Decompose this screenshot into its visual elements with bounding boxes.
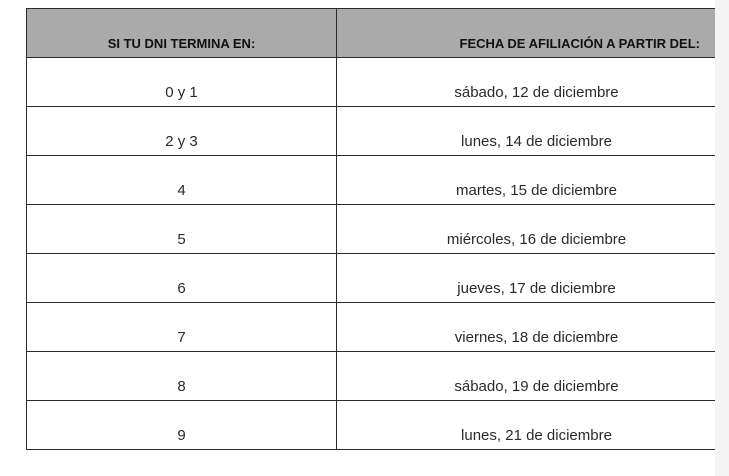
table-row	[27, 205, 717, 254]
dni-cell: 7	[27, 303, 337, 352]
dni-cell: 9	[27, 401, 337, 450]
affiliation-schedule-table	[26, 8, 717, 450]
table-row	[27, 352, 717, 401]
dni-cell: 8	[27, 352, 337, 401]
header-fecha: FECHA DE AFILIACIÓN A PARTIR DEL:	[337, 9, 717, 58]
fecha-cell: sábado, 19 de diciembre	[337, 352, 717, 401]
fecha-cell: lunes, 14 de diciembre	[337, 107, 717, 156]
dni-cell: 4	[27, 156, 337, 205]
dni-cell: 2 y 3	[27, 107, 337, 156]
fecha-cell: martes, 15 de diciembre	[337, 156, 717, 205]
header-dni: SI TU DNI TERMINA EN:	[27, 9, 337, 58]
table-row	[27, 303, 717, 352]
fecha-cell: jueves, 17 de diciembre	[337, 254, 717, 303]
dni-cell: 6	[27, 254, 337, 303]
dni-cell: 5	[27, 205, 337, 254]
table-row	[27, 156, 717, 205]
fecha-cell: miércoles, 16 de diciembre	[337, 205, 717, 254]
fecha-cell: lunes, 21 de diciembre	[337, 401, 717, 450]
table-row	[27, 401, 717, 450]
scrollbar-track[interactable]	[715, 0, 729, 476]
table-row	[27, 107, 717, 156]
fecha-cell: viernes, 18 de diciembre	[337, 303, 717, 352]
table-row	[27, 58, 717, 107]
fecha-cell: sábado, 12 de diciembre	[337, 58, 717, 107]
table-row	[27, 254, 717, 303]
dni-cell: 0 y 1	[27, 58, 337, 107]
table-header-row	[27, 9, 717, 58]
